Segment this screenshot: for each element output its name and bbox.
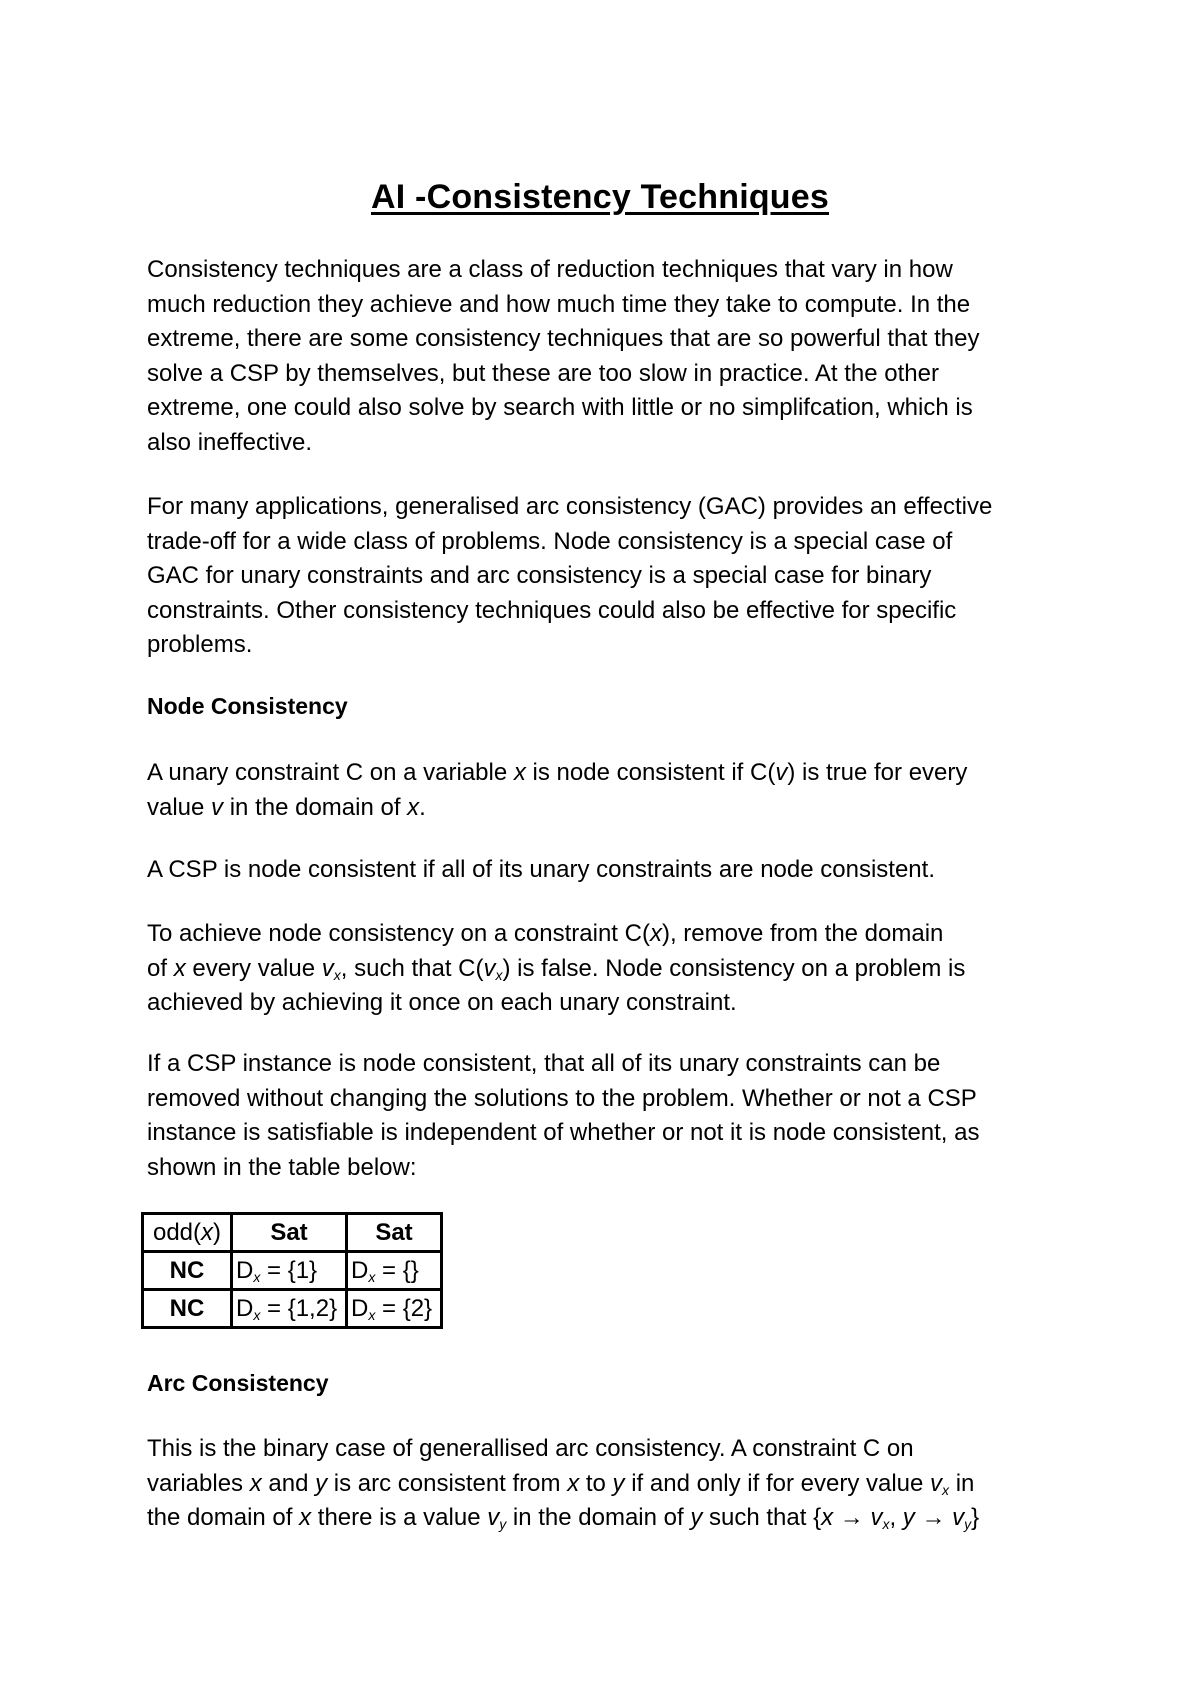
text-line: shown in the table below: xyxy=(147,1153,417,1181)
text-line: achieved by achieving it once on each unary constraint. xyxy=(147,989,737,1016)
table-header-row xyxy=(143,1214,442,1252)
text-line: To achieve node consistency on a constraint C(x), remove from the domain xyxy=(147,920,944,947)
text-line: of x every value $v_x$, such that $C(v_x)$ is false. Node consistency on a problem is xyxy=(147,954,966,983)
node-definition-paragraph xyxy=(147,756,1077,825)
page-title: AI -Consistency Techniques xyxy=(371,178,829,216)
achieve-node-paragraph xyxy=(147,917,1077,1021)
node-consistency-heading: Node Consistency xyxy=(147,693,348,719)
remove-constraints-paragraph xyxy=(147,1047,1077,1185)
text-line: also ineffective. xyxy=(147,428,312,456)
text-line: instance is satisfiable is independent of whether or not it is node consistent, as xyxy=(147,1119,980,1146)
table-cell: odd(x) xyxy=(143,1214,232,1252)
text-line: extreme, one could also solve by search with little or no simplifcation, which is xyxy=(147,394,973,421)
table-row xyxy=(143,1252,442,1290)
table-cell: Sat xyxy=(232,1214,347,1252)
table-row xyxy=(143,1290,442,1328)
table-cell: $D_x = \{2\}$ xyxy=(347,1290,442,1328)
text-line: A unary constraint C on a variable x is node consistent if C(v) is true for every xyxy=(147,759,968,786)
table-cell: NC xyxy=(143,1290,232,1328)
text-line: problems. xyxy=(147,631,253,658)
text-line: value v in the domain of x. xyxy=(147,793,426,821)
arc-consistency-paragraph xyxy=(147,1432,1077,1536)
text-line: constraints. Other consistency techniques could also be effective for specific xyxy=(147,596,957,624)
text-line: Consistency techniques are a class of reduction techniques that vary in how xyxy=(147,256,953,283)
text-line: For many applications, generalised arc consistency (GAC) provides an effective xyxy=(147,493,993,520)
text-line: the domain of x there is a value $v_y$ in the domain of y such that {$x \to v_x$, $y \to v_y$} xyxy=(147,1504,980,1532)
table-cell: $D_x$ = {} xyxy=(347,1252,442,1290)
arc-consistency-heading: Arc Consistency xyxy=(147,1370,329,1396)
text-line: A CSP is node consistent if all of its unary constraints are node consistent. xyxy=(147,856,935,883)
text-line: solve a CSP by themselves, but these are too slow in practice. At the other xyxy=(147,359,939,387)
text-line: This is the binary case of generallised arc consistency. A constraint C on xyxy=(147,1435,914,1462)
intro-paragraph xyxy=(147,253,1077,460)
text-line: If a CSP instance is node consistent, that all of its unary constraints can be xyxy=(147,1050,941,1077)
text-line: GAC for unary constraints and arc consistency is a special case for binary xyxy=(147,562,932,589)
text-line: much reduction they achieve and how much time they take to compute. In the xyxy=(147,290,971,318)
node-consistency-table xyxy=(141,1212,443,1329)
table-cell: NC xyxy=(143,1252,232,1290)
csp-node-consistent-paragraph xyxy=(147,853,1077,888)
text-line: removed without changing the solutions to the problem. Whether or not a CSP xyxy=(147,1084,977,1112)
text-line: extreme, there are some consistency techniques that are so powerful that they xyxy=(147,325,980,352)
text-line: variables x and y is arc consistent from x to y if and only if for every value $v_x$ in xyxy=(147,1469,975,1498)
table-cell: $D_x = \{1\}$ xyxy=(232,1252,347,1290)
table-cell: Sat xyxy=(347,1214,442,1252)
gac-paragraph xyxy=(147,490,1077,663)
text-line: trade-off for a wide class of problems. Node consistency is a special case of xyxy=(147,527,953,555)
table-cell: $D_x = \{1,2\}$ xyxy=(232,1290,347,1328)
